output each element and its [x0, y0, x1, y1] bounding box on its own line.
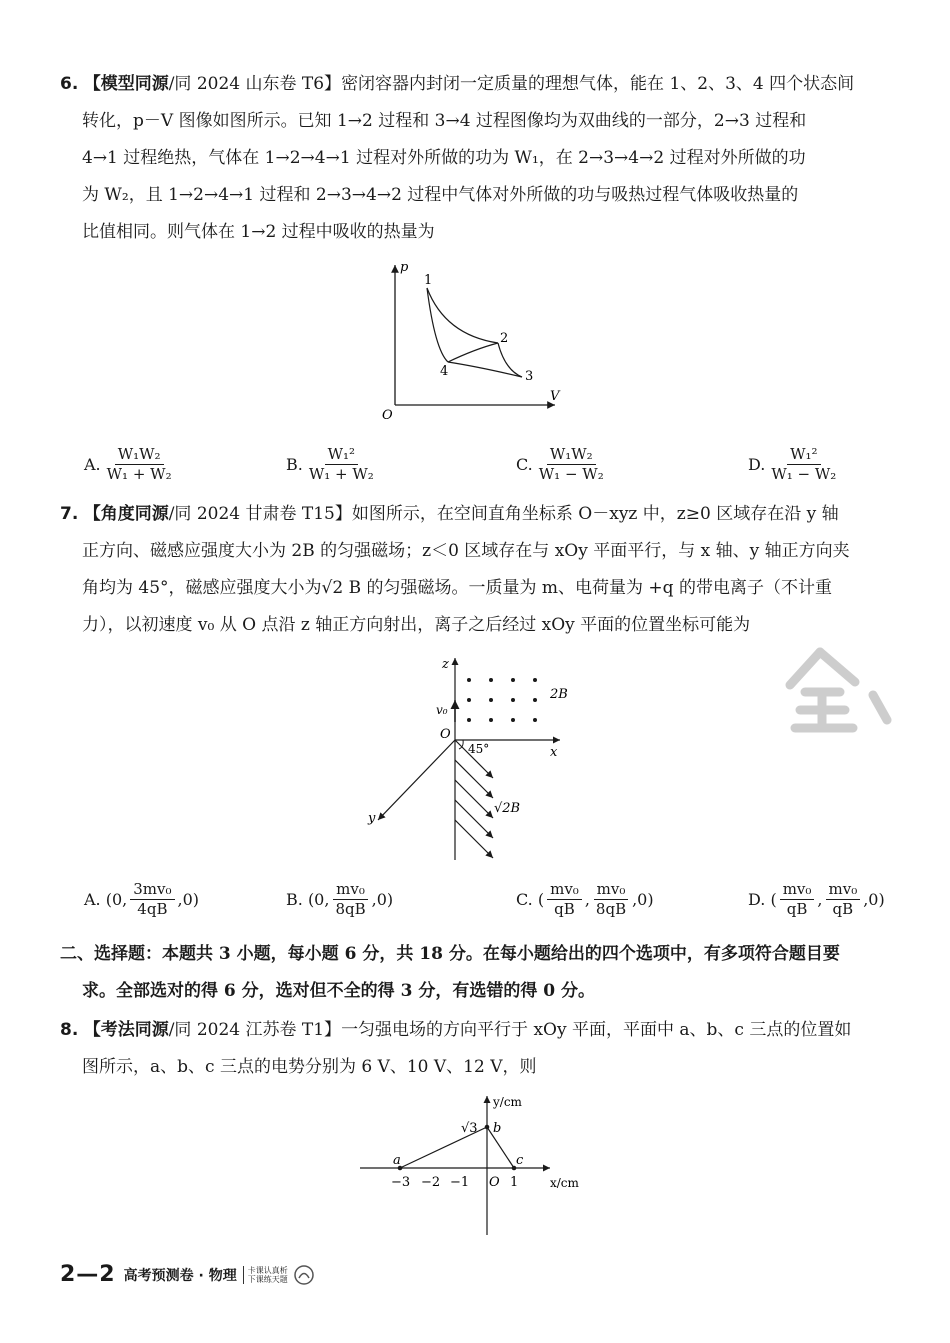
- section-text: 求。全部选对的得 6 分，选对但不全的得 3 分，有选错的得 0 分。: [82, 981, 595, 1001]
- question-tag: 【考法同源: [83, 1020, 169, 1040]
- point-c-label: c: [516, 1153, 524, 1168]
- fraction: $\frac{\text{W₁²}}{\text{W₁ − W₂}}$: [771, 445, 837, 483]
- fraction: $\frac{\text{mv₀}}{8qB}$: [593, 880, 629, 919]
- question-number: 7.: [60, 504, 79, 524]
- tick-minus2: −2: [421, 1175, 441, 1190]
- field-dots: [467, 678, 537, 722]
- x-axis-label: x/cm: [550, 1176, 579, 1190]
- z-axis-label: z: [442, 657, 449, 672]
- tick-minus3: −3: [391, 1175, 411, 1190]
- page-number: 2—2: [60, 1262, 116, 1287]
- point-b-label: b: [493, 1121, 502, 1136]
- question-8: [60, 1012, 872, 1086]
- x-axis-label: x: [550, 745, 558, 760]
- adiabat-4-1: [427, 288, 448, 362]
- origin-label: O: [489, 1175, 500, 1190]
- tick-1: 1: [510, 1175, 519, 1190]
- question-7: [60, 496, 872, 644]
- v0-label: v₀: [436, 703, 448, 717]
- fraction: $\frac{\text{mv₀}}{qB}$: [826, 880, 861, 919]
- option-label: B.: [286, 455, 303, 474]
- option-d[interactable]: [748, 445, 842, 484]
- option-label: C.: [516, 455, 533, 474]
- option-label: A.: [84, 890, 101, 909]
- point-b: [485, 1125, 490, 1130]
- pv-diagram: [370, 255, 570, 425]
- option-b[interactable]: B. (0, $\frac{\text{mv₀}}{8qB}$ ,0): [286, 880, 394, 918]
- state-1-label: 1: [424, 273, 433, 288]
- origin-label: O: [440, 727, 451, 742]
- option-label: D.: [748, 890, 766, 909]
- y-axis-label: y: [368, 811, 376, 826]
- logo-icon: [293, 1264, 315, 1286]
- fraction: $\frac{\text{mv₀}}{qB}$: [547, 880, 582, 919]
- origin-label: O: [382, 408, 393, 423]
- question-text: 角均为 45°，磁感应强度大小为√2 B 的匀强磁场。一质量为 m、电荷量为 +q 的带电离子（不计重: [82, 578, 832, 598]
- question-text: 如图所示，在空间直角坐标系 O－xyz 中，z≥0 区域存在沿 y 轴: [351, 504, 839, 524]
- process-4-2: [448, 343, 498, 362]
- field-2b-label: 2B: [550, 687, 568, 702]
- option-label: B.: [286, 890, 303, 909]
- question-text: 图所示，a、b、c 三点的电势分别为 6 V、10 V、12 V，则: [82, 1057, 537, 1077]
- fraction: $\frac{\text{W₁W₂}}{\text{W₁ − W₂}}$: [538, 445, 604, 483]
- option-a[interactable]: A. (0, $\frac{\text{3mv₀}}{4qB}$ ,0): [84, 880, 200, 918]
- state-4-label: 4: [440, 364, 449, 379]
- state-2-label: 2: [500, 331, 509, 346]
- fraction: $\frac{\text{W₁²}}{\text{W₁ + W₂}}$: [308, 445, 374, 483]
- question-text: 比值相同。则气体在 1→2 过程中吸收的热量为: [82, 222, 435, 242]
- question-source: /同 2024 甘肃卷 T15】: [168, 504, 352, 524]
- field-arrows: [455, 740, 493, 858]
- fraction: $\frac{\text{3mv₀}}{4qB}$: [130, 880, 174, 919]
- point-a-label: a: [393, 1153, 401, 1168]
- question-number: 8.: [60, 1020, 79, 1040]
- isotherm-1-2: [427, 288, 498, 343]
- option-a[interactable]: [84, 445, 178, 484]
- option-label: A.: [84, 455, 101, 474]
- fraction: $\frac{\text{mv₀}}{qB}$: [780, 880, 815, 919]
- magnetic-field-figure: [360, 650, 590, 865]
- question-source: /同 2024 江苏卷 T1】: [168, 1020, 342, 1040]
- angle-label: 45°: [468, 742, 490, 756]
- page-footer: [60, 1262, 315, 1287]
- option-label: C.: [516, 890, 533, 909]
- question-6: [60, 66, 872, 251]
- tick-minus1: −1: [450, 1175, 470, 1190]
- state-3-label: 3: [525, 369, 534, 384]
- question-source: /同 2024 山东卷 T6】: [168, 74, 342, 94]
- question-tag: 【角度同源: [83, 504, 169, 524]
- question-text: 力），以初速度 v₀ 从 O 点沿 z 轴正方向射出，离子之后经过 xOy 平面的位置坐标可能为: [82, 615, 751, 635]
- coordinate-figure: [355, 1090, 595, 1240]
- question-tag: 【模型同源: [83, 74, 169, 94]
- section-text: 二、选择题：本题共 3 小题，每小题 6 分，共 18 分。在每小题给出的四个选项中，有多项符合题目要: [60, 944, 840, 964]
- question-text: 为 W₂，且 1→2→4→1 过程和 2→3→4→2 过程中气体对外所做的功与吸热过程气体吸收热量的: [82, 185, 799, 205]
- watermark: [775, 640, 895, 735]
- y-axis-label: y/cm: [493, 1095, 522, 1109]
- root3-label: √3: [461, 1121, 478, 1136]
- question-text: 正方向、磁感应强度大小为 2B 的匀强磁场；z＜0 区域存在与 xOy 平面平行，与 x 轴、y 轴正方向夹: [82, 541, 850, 561]
- question-text: 4→1 过程绝热，气体在 1→2→4→1 过程对外所做的功为 W₁，在 2→3→4→2 过程对外所做的功: [82, 148, 806, 168]
- option-c[interactable]: C. ( $\frac{\text{mv₀}}{qB}$ , $\frac{\text{mv₀}}{8qB}$ ,0): [516, 880, 654, 918]
- p-axis-label: p: [400, 260, 409, 275]
- section-heading: [60, 936, 880, 1010]
- option-label: D.: [748, 455, 766, 474]
- question-text: 密闭容器内封闭一定质量的理想气体，能在 1、2、3、4 四个状态间: [341, 74, 855, 94]
- fraction: $\frac{\text{W₁W₂}}{\text{W₁ + W₂}}$: [106, 445, 172, 483]
- book-title: 高考预测卷 · 物理: [123, 1267, 237, 1284]
- footer-slogan: 卡课认真析 下课练天题: [243, 1266, 288, 1284]
- y-axis: [378, 740, 455, 820]
- fraction: $\frac{\text{mv₀}}{8qB}$: [332, 880, 368, 919]
- question-number: 6.: [60, 74, 79, 94]
- question-text: 转化，p－V 图像如图所示。已知 1→2 过程和 3→4 过程图像均为双曲线的一部分，2→3 过程和: [82, 111, 807, 131]
- option-b[interactable]: [286, 445, 380, 484]
- option-d[interactable]: D. ( $\frac{\text{mv₀}}{qB}$ , $\frac{\text{mv₀}}{qB}$ ,0): [748, 880, 885, 918]
- question-text: 一匀强电场的方向平行于 xOy 平面，平面中 a、b、c 三点的位置如: [341, 1020, 852, 1040]
- v-axis-label: V: [550, 389, 560, 404]
- field-root2b-label: √2B: [494, 801, 521, 816]
- option-c[interactable]: [516, 445, 610, 484]
